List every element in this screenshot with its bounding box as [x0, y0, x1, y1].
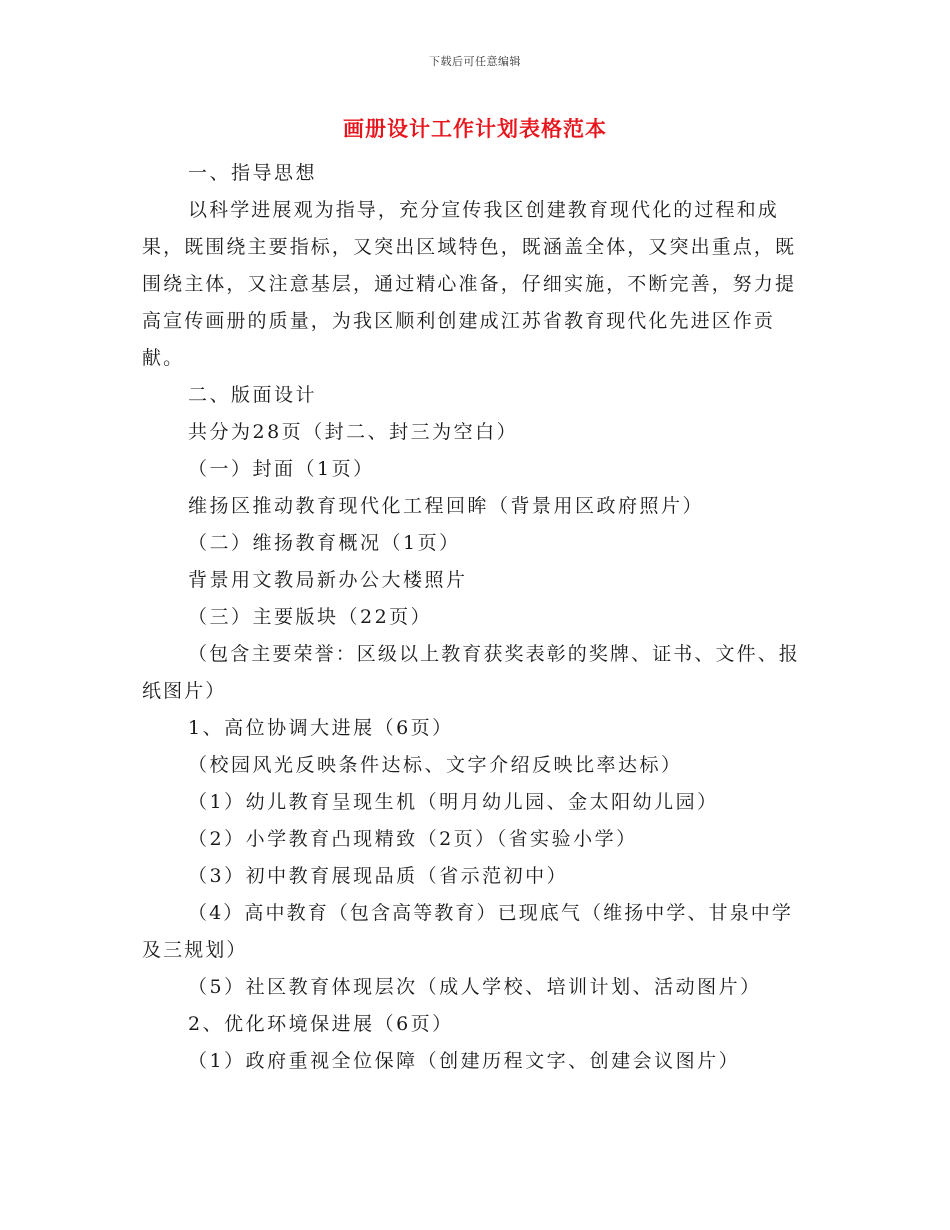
subsection-heading: （二）维扬教育概况（1页） — [188, 532, 461, 554]
list-item: （2）小学教育凸现精致（2页）（省实验小学） — [188, 828, 638, 850]
list-item: （1）幼儿教育呈现生机（明月幼儿园、金太阳幼儿园） — [188, 791, 719, 813]
section-heading: 二、版面设计 — [188, 384, 318, 406]
list-item: 1、高位协调大进展（6页） — [188, 717, 454, 739]
section-heading: 一、指导思想 — [188, 162, 318, 184]
subsection-heading: （一）封面（1页） — [188, 458, 375, 480]
document-title: 画册设计工作计划表格范本 — [343, 116, 607, 141]
paragraph: 共分为28页（封二、封三为空白） — [188, 421, 519, 443]
paragraph: 以科学进展观为指导，充分宣传我区创建教育现代化的过程和成果，既围绕主要指标，又突出区域特色，既涵盖全体，又突出重点，既围绕主体，又注意基层，通过精心准备，仔细实施，不断完善，努力提高宣传画册的质量，为我区顺利创建成江苏省教育现代化先进区作贡献。 — [142, 199, 797, 369]
list-item: 2、优化环境保进展（6页） — [188, 1013, 454, 1035]
list-item: （1）政府重视全位保障（创建历程文字、创建会议图片） — [188, 1050, 741, 1072]
list-item: （3）初中教育展现品质（省示范初中） — [188, 865, 569, 887]
document-body — [142, 155, 808, 1080]
header-note: 下载后可任意编辑 — [429, 55, 521, 68]
paragraph: （包含主要荣誉：区级以上教育获奖表彰的奖牌、证书、文件、报纸图片） — [142, 643, 800, 702]
paragraph: 维扬区推动教育现代化工程回眸（背景用区政府照片） — [188, 495, 705, 517]
paragraph: 背景用文教局新办公大楼照片 — [188, 569, 468, 591]
paragraph: （校园风光反映条件达标、文字介绍反映比率达标） — [188, 754, 683, 776]
list-item: （5）社区教育体现层次（成人学校、培训计划、活动图片） — [188, 976, 762, 998]
list-item: （4）高中教育（包含高等教育）已现底气（维扬中学、甘泉中学及三规划） — [142, 902, 793, 961]
subsection-heading: （三）主要版块（22页） — [188, 606, 433, 628]
